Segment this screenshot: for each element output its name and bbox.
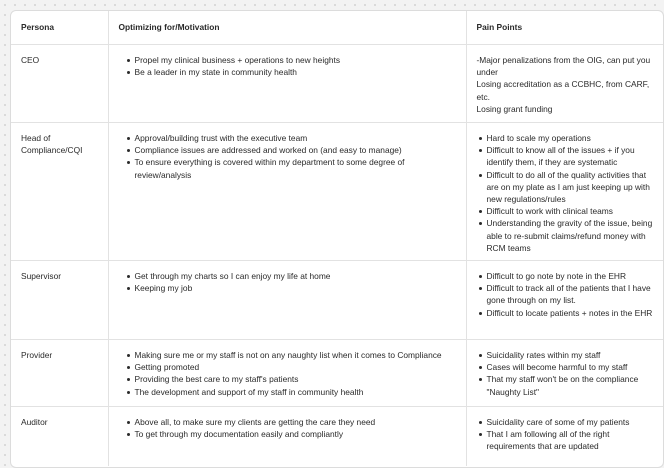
persona-cell: Auditor (11, 407, 108, 467)
pain-points-list (477, 132, 656, 254)
table-row-auditor (11, 407, 664, 467)
motivation-list (119, 54, 456, 78)
motivation-cell (108, 45, 466, 123)
persona-table-card (10, 10, 664, 468)
persona-table (11, 11, 664, 466)
list-item: Making sure me or my staff is not on any naughty list when it comes to Compliance (127, 349, 456, 361)
list-item: Difficult to track all of the patients that I have gone through on my list. (479, 282, 656, 306)
list-item: Keeping my job (127, 282, 456, 294)
list-item: To get through my documentation easily and compliantly (127, 428, 456, 440)
list-item: Difficult to know all of the issues + if you identify them, if they are systematic (479, 144, 656, 168)
pain-point-line: -Major penalizations from the OIG, can put you under (476, 55, 651, 78)
list-item: Understanding the gravity of the issue, being able to re-submit claims/refund money with RCM teams (479, 217, 656, 254)
list-item: Suicidality rates within my staff (479, 349, 656, 361)
list-item: The development and support of my staff in community health (127, 386, 456, 398)
motivation-list (119, 270, 456, 294)
pain-points-cell (466, 340, 664, 407)
list-item: Be a leader in my state in community health (127, 66, 456, 78)
table-row-supervisor (11, 261, 664, 340)
list-item: That my staff won't be on the compliance "Naughty List" (479, 373, 656, 397)
motivation-cell (108, 340, 466, 407)
list-item: That I am following all of the right requirements that are updated (479, 428, 656, 452)
list-item: Get through my charts so I can enjoy my life at home (127, 270, 456, 282)
list-item: Hard to scale my operations (479, 132, 656, 144)
list-item: Getting promoted (127, 361, 456, 373)
pain-points-cell (466, 45, 664, 123)
motivation-cell (108, 261, 466, 340)
pain-point-line: Losing accreditation as a CCBHC, from CARF, etc. (476, 79, 650, 102)
list-item: Difficult to do all of the quality activities that are on my plate as I am just keeping up with new regulations/rules (479, 169, 656, 206)
persona-cell: Supervisor (11, 261, 108, 340)
list-item: Suicidality care of some of my patients (479, 416, 656, 428)
table-row-provider (11, 340, 664, 407)
header-row (11, 11, 664, 45)
list-item: Difficult to work with clinical teams (479, 205, 656, 217)
table-row-ceo (11, 45, 664, 123)
list-item: Cases will become harmful to my staff (479, 361, 656, 373)
list-item: To ensure everything is covered within my department to some degree of review/analysis (127, 156, 456, 180)
list-item: Approval/building trust with the executive team (127, 132, 456, 144)
table-row-head-of-compliance (11, 123, 664, 261)
pain-points-list (477, 270, 656, 319)
persona-cell: Provider (11, 340, 108, 407)
pain-point-line: Losing grant funding (476, 103, 553, 114)
motivation-list (119, 349, 456, 398)
header-motivation: Optimizing for/Motivation (108, 11, 466, 45)
list-item: Difficult to go note by note in the EHR (479, 270, 656, 282)
list-item: Above all, to make sure my clients are getting the care they need (127, 416, 456, 428)
motivation-cell (108, 407, 466, 467)
motivation-list (119, 132, 456, 181)
persona-cell: Head of Compliance/CQI (11, 123, 108, 261)
pain-points-cell (466, 123, 664, 261)
motivation-list (119, 416, 456, 440)
list-item: Providing the best care to my staff's patients (127, 373, 456, 385)
list-item: Difficult to locate patients + notes in the EHR (479, 307, 656, 319)
motivation-cell (108, 123, 466, 261)
list-item: Propel my clinical business + operations to new heights (127, 54, 456, 66)
list-item: Compliance issues are addressed and worked on (and easy to manage) (127, 144, 456, 156)
pain-points-cell (466, 407, 664, 467)
pain-points-list (477, 349, 656, 398)
header-pain-points: Pain Points (466, 11, 664, 45)
header-persona: Persona (21, 22, 55, 33)
pain-points-cell (466, 261, 664, 340)
persona-cell: CEO (11, 45, 108, 123)
pain-points-list (477, 416, 656, 453)
